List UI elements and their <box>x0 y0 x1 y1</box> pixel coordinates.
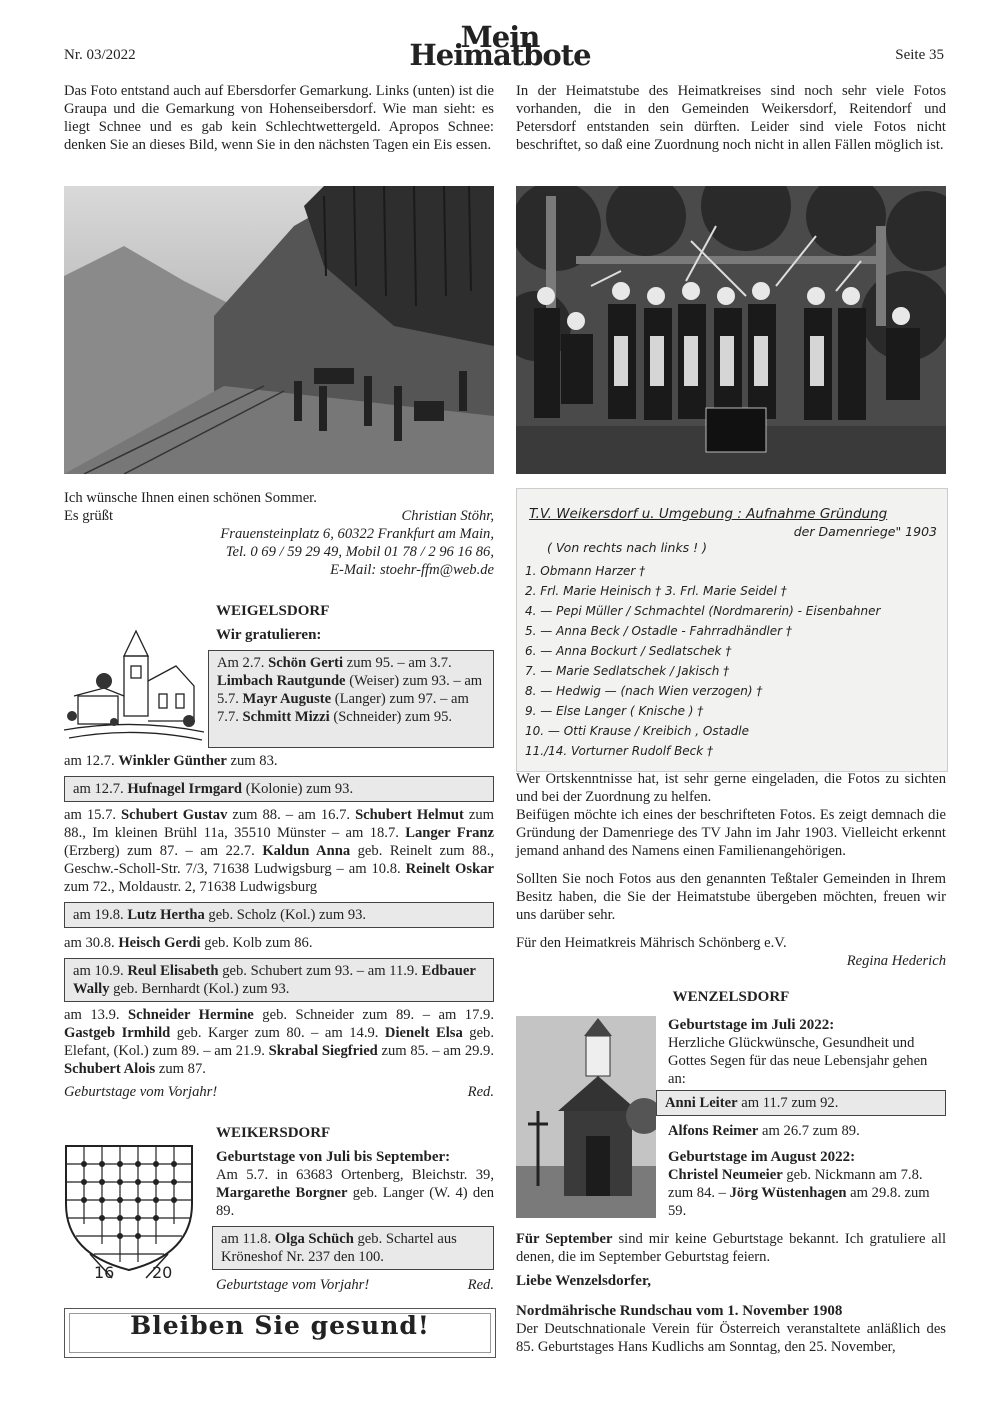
wenzelsdorf-box-text: Anni Leiter am 11.7 zum 92. <box>665 1095 839 1111</box>
news-title: Nordmährische Rundschau vom 1. November 1908 <box>516 1303 843 1319</box>
bold-name: Reul Elisabeth <box>127 963 219 979</box>
bold-name: Margarethe Borgner <box>216 1185 348 1201</box>
weikersdorf-subtitle: Geburtstage von Juli bis September: <box>216 1149 451 1165</box>
signature-address: Frauensteinplatz 6, 60322 Frankfurt am Main, <box>220 526 494 542</box>
right-signature: Regina Hederich <box>846 953 946 969</box>
bold-name: Schubert Gustav <box>121 807 228 823</box>
bold-name: Lutz Hertha <box>127 907 205 923</box>
weigelsdorf-line-2: am 30.8. Heisch Gerdi geb. Kolb zum 86. <box>64 935 313 951</box>
bold-name: Schubert Helmut <box>355 807 464 823</box>
bold-name: Schön Gerti <box>268 655 344 671</box>
bold-name: Jörg Wüstenhagen <box>729 1185 847 1201</box>
weigelsdorf-box1-text: Am 2.7. Schön Gerti zum 95. – am 3.7. Limbach Rautgunde (Weiser) zum 93. – am 5.7. Mayr Auguste (Langer) zum 97. – am 7.7. Schmitt Mizzi (Schneider) zum 95. <box>217 655 483 725</box>
weigelsdorf-birthday-box-2 <box>64 776 494 802</box>
wenzelsdorf-birthday-box <box>656 1090 946 1116</box>
weigelsdorf-box4-text: am 10.9. Reul Elisabeth geb. Schubert zum 93. – am 11.9. Edbauer Wally geb. Bernhardt (Kol.) zum 93. <box>73 963 476 997</box>
church-illustration <box>64 626 204 742</box>
right-paragraph-3: Sollten Sie noch Fotos aus den genannten Teßtaler Gemeinden in Ihrem Besitz haben, die Sie der Heimatstube übergeben möchten, freuen wir uns darüber sehr. <box>516 871 946 923</box>
weigelsdorf-title: WEIGELSDORF <box>216 603 330 619</box>
handwritten-caption-note <box>516 488 948 772</box>
signature-name: Christian Stöhr, <box>401 508 494 524</box>
bold-name: Für September <box>516 1231 613 1247</box>
bold-name: Kaldun Anna <box>262 843 351 859</box>
bold-name: Skrabal Siegfried <box>268 1043 378 1059</box>
note-line: 5. — Anna Beck / Ostadle - Fahrradhändler † <box>525 624 792 638</box>
greeting: Es grüßt <box>64 508 114 524</box>
church-drawing <box>64 626 204 742</box>
weigelsdorf-footnote: Geburtstage vom Vorjahr! <box>64 1084 218 1100</box>
july-title: Geburtstage im Juli 2022: <box>668 1017 835 1033</box>
intro-paragraph-left: Das Foto entstand auch auf Ebersdorfer Gemarkung. Links (unten) ist die Graupa und die Gemarkung von Hohenseibersdorf. Wie man sieht: es liegt Schnee und es gab kein Schlechtwettergeld. Apropos Schnee: denken Sie an dieses Bild, wenn Sie in den nächsten Tagen ein Eis essen. <box>64 83 494 153</box>
bold-name: Christel Neumeier <box>668 1167 783 1183</box>
bold-name: Anni Leiter <box>665 1095 738 1111</box>
bold-name: Winkler Günther <box>118 753 227 769</box>
signature-email: E-Mail: stoehr-ffm@web.de <box>330 562 494 578</box>
weikersdorf-paragraph: Am 5.7. in 63683 Ortenberg, Bleichstr. 39, Margarethe Borgner geb. Langer (W. 4) den 89. <box>216 1167 494 1219</box>
page-number: Seite 35 <box>895 47 944 63</box>
wenzelsdorf-title: WENZELSDORF <box>672 989 790 1005</box>
weikersdorf-footnote: Geburtstage vom Vorjahr! <box>216 1277 370 1293</box>
note-line: 6. — Anna Bockurt / Sedlatschek † <box>525 644 732 658</box>
chapel-photo <box>516 1016 656 1218</box>
weigelsdorf-paragraph-1: am 15.7. Schubert Gustav zum 88. – am 16.7. Schubert Helmut zum 88., Im kleinen Brühl 11a, 35510 Münster – am 18.7. Langer Franz (Erzberg) zum 87. – am 22.7. Kaldun Anna geb. Reinelt zum 88., Geschw.-Scholl-Str. 7/3, 71638 Ludwigsburg – am 10.8. Reinelt Oskar zum 72., Moldaustr. 2, 71638 Ludwigsburg <box>64 807 494 895</box>
note-lines <box>525 561 939 761</box>
weikersdorf-crest <box>64 1144 194 1286</box>
bold-name: Langer Franz <box>405 825 494 841</box>
bold-name: Gastgeb Irmhild <box>64 1025 171 1041</box>
weigelsdorf-birthday-box-4 <box>64 958 494 1002</box>
weikersdorf-box-text: am 11.8. Olga Schüch geb. Schartel aus Kröneshof Nr. 237 den 100. <box>221 1231 457 1265</box>
july-text: Herzliche Glückwünsche, Gesundheit und Gottes Segen für das neue Lebensjahr gehen an: <box>668 1035 928 1087</box>
right-paragraph-4: Für den Heimatkreis Mährisch Schönberg e.V. <box>516 935 787 951</box>
weigelsdorf-line-1: am 12.7. Winkler Günther zum 83. <box>64 753 278 769</box>
note-line: 1. Obmann Harzer † <box>525 564 646 578</box>
note-line: 10. — Otti Krause / Kreibich , Ostadle <box>525 724 749 738</box>
damenriege-group-photo <box>516 186 946 474</box>
bold-name: Dienelt Elsa <box>384 1025 463 1041</box>
intro-paragraph-right: In der Heimatstube des Heimatkreises sind noch sehr viele Fotos vorhanden, die in den Gemeinden Weikersdorf, Reitendorf und Petersdorf entstanden sein dürften. Leider sind viele Fotos nicht beschriftet, so daß eine Zuordnung noch nicht in allen Fällen möglich ist. <box>516 83 946 153</box>
bold-name: Edbauer Wally <box>73 963 476 997</box>
right-paragraph-1: Wer Ortskenntnisse hat, ist sehr gerne eingeladen, die Fotos zu sichten und bei der Zuordnung zu helfen. <box>516 771 946 805</box>
bold-name: Hufnagel Irmgard <box>127 781 243 797</box>
masthead-logo: Mein Heimatbote <box>409 20 591 72</box>
issue-number: Nr. 03/2022 <box>64 47 136 63</box>
damenriege-image <box>516 186 946 474</box>
note-line: 9. — Else Langer ( Knische ) † <box>525 704 704 718</box>
right-paragraph-2: Beifügen möchte ich eines der beschrifteten Fotos. Es zeigt demnach die Gründung der Damenriege des TV Jahn im Jahr 1903. Vielleicht erkennt jemand anhand des Namens einen Familienangehörigen. <box>516 807 946 859</box>
note-line: 8. — Hedwig — (nach Wien verzogen) † <box>525 684 763 698</box>
note-line: 7. — Marie Sedlatschek / Jakisch † <box>525 664 730 678</box>
rail-construction-photo <box>64 186 494 474</box>
note-header: T.V. Weikersdorf u. Umgebung : Aufnahme Gründung <box>529 506 888 522</box>
bold-name: Schneider Hermine <box>128 1007 254 1023</box>
august-title: Geburtstage im August 2022: <box>668 1149 856 1165</box>
crest-year-left: 16 <box>94 1263 115 1282</box>
chapel-image <box>516 1016 656 1218</box>
bold-name: Schmitt Mizzi <box>242 709 330 725</box>
crest-shield-icon <box>64 1144 194 1286</box>
stay-healthy-banner <box>64 1308 496 1358</box>
note-header-cont: der Damenriege" 1903 <box>793 524 937 539</box>
note-subheader: ( Von rechts nach links ! ) <box>547 540 708 555</box>
stay-healthy-text: Bleiben Sie gesund! <box>130 1311 430 1340</box>
weikersdorf-editor-mark: Red. <box>467 1277 494 1293</box>
weigelsdorf-birthday-box-1 <box>208 650 494 748</box>
weigelsdorf-editor-mark: Red. <box>467 1084 494 1100</box>
bold-name: Limbach Rautgunde <box>217 673 346 689</box>
bold-name: Schubert Alois <box>64 1061 156 1077</box>
note-line: 11./14. Vorturner Rudolf Beck † <box>525 744 714 758</box>
dear-wenzelsdorfer: Liebe Wenzelsdorfer, <box>516 1273 651 1289</box>
bold-name: Alfons Reimer <box>668 1123 759 1139</box>
summer-wish: Ich wünsche Ihnen einen schönen Sommer. <box>64 490 317 506</box>
bold-name: Mayr Auguste <box>242 691 332 707</box>
bold-name: Olga Schüch <box>274 1231 354 1247</box>
note-line: 4. — Pepi Müller / Schmachtel (Nordmarerin) - Eisenbahner <box>525 604 881 618</box>
august-text: Christel Neumeier geb. Nickmann am 7.8. zum 84. – Jörg Wüstenhagen am 29.8. zum 59. <box>668 1167 930 1219</box>
rail-construction-image <box>64 186 494 474</box>
weigelsdorf-subtitle: Wir gratulieren: <box>216 627 322 643</box>
weigelsdorf-box3-text: am 19.8. Lutz Hertha geb. Scholz (Kol.) zum 93. <box>73 907 367 923</box>
bold-name: Reinelt Oskar <box>405 861 494 877</box>
weigelsdorf-box2-text: am 12.7. Hufnagel Irmgard (Kolonie) zum 93. <box>73 781 354 797</box>
september-text: Für September sind mir keine Geburtstage bekannt. Ich gratuliere all denen, die im September Geburtstag feiern. <box>516 1231 946 1265</box>
bold-name: Heisch Gerdi <box>118 935 201 951</box>
news-text: Der Deutschnationale Verein für Österreich veranstaltete anläßlich des 85. Geburtstages Hans Kudlichs am Sonntag, den 25. November, <box>516 1321 946 1355</box>
signature-phone: Tel. 0 69 / 59 29 49, Mobil 01 78 / 2 96 16 86, <box>225 544 494 560</box>
weigelsdorf-birthday-box-3 <box>64 902 494 928</box>
weigelsdorf-paragraph-2: am 13.9. Schneider Hermine geb. Schneider zum 89. – am 17.9. Gastgeb Irmhild geb. Karger zum 80. – am 14.9. Dienelt Elsa geb. Elefant, (Kol.) zum 89. – am 21.9. Skrabal Siegfried zum 85. – am 29.9. Schubert Alois zum 87. <box>64 1007 495 1077</box>
crest-year-right: 20 <box>152 1263 173 1282</box>
note-line: 2. Frl. Marie Heinisch † 3. Frl. Marie Seidel † <box>525 584 787 598</box>
wenzelsdorf-line: Alfons Reimer am 26.7 zum 89. <box>668 1123 860 1139</box>
weikersdorf-birthday-box <box>212 1226 494 1270</box>
weikersdorf-title: WEIKERSDORF <box>216 1125 331 1141</box>
